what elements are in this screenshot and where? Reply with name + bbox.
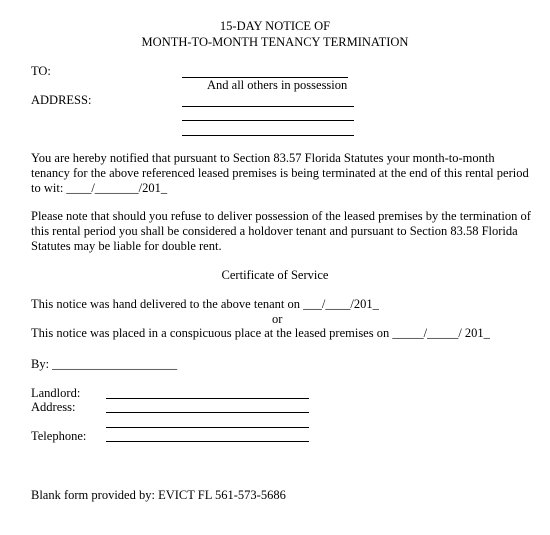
telephone-label: Telephone: — [31, 429, 87, 443]
address-label: ADDRESS: — [31, 93, 92, 107]
landlord-label: Landlord: — [31, 386, 81, 400]
termination-paragraph: You are hereby notified that pursuant to Section 83.57 Florida Statutes your month-to-month tenancy for the above referenced leased premises is being terminated at the end of this rental period to wit: ____/_______/201_ — [31, 151, 529, 195]
address-line-1 — [182, 106, 354, 107]
or-separator: or — [272, 312, 283, 326]
telephone-line — [106, 441, 309, 442]
footer-credit: Blank form provided by: EVICT FL 561-573-5686 — [31, 488, 286, 502]
landlord-line — [106, 398, 309, 399]
others-in-possession-text: And all others in possession — [207, 78, 348, 92]
landlord-address-line-1 — [106, 412, 309, 413]
document-title-line-2: MONTH-TO-MONTH TENANCY TERMINATION — [141, 35, 409, 49]
to-label: TO: — [31, 64, 51, 78]
document-title-line-1: 15-DAY NOTICE OF — [219, 19, 331, 33]
holdover-paragraph: Please note that should you refuse to deliver possession of the leased premises by the termination of this rental period you shall be considered a holdover tenant and pursuant to Section 83.58 Florida Statutes may be liable for double rent. — [31, 209, 531, 253]
address-line-3 — [182, 135, 354, 136]
certificate-of-service-heading: Certificate of Service — [221, 268, 329, 282]
address-line-2 — [182, 120, 354, 121]
by-signature-line: By: ____________________ — [31, 357, 178, 371]
hand-delivered-line: This notice was hand delivered to the above tenant on ___/____/201_ — [31, 297, 379, 311]
landlord-address-label: Address: — [31, 400, 76, 414]
posted-line: This notice was placed in a conspicuous place at the leased premises on _____/_____/ 201_ — [31, 326, 490, 340]
landlord-address-line-2 — [106, 427, 309, 428]
